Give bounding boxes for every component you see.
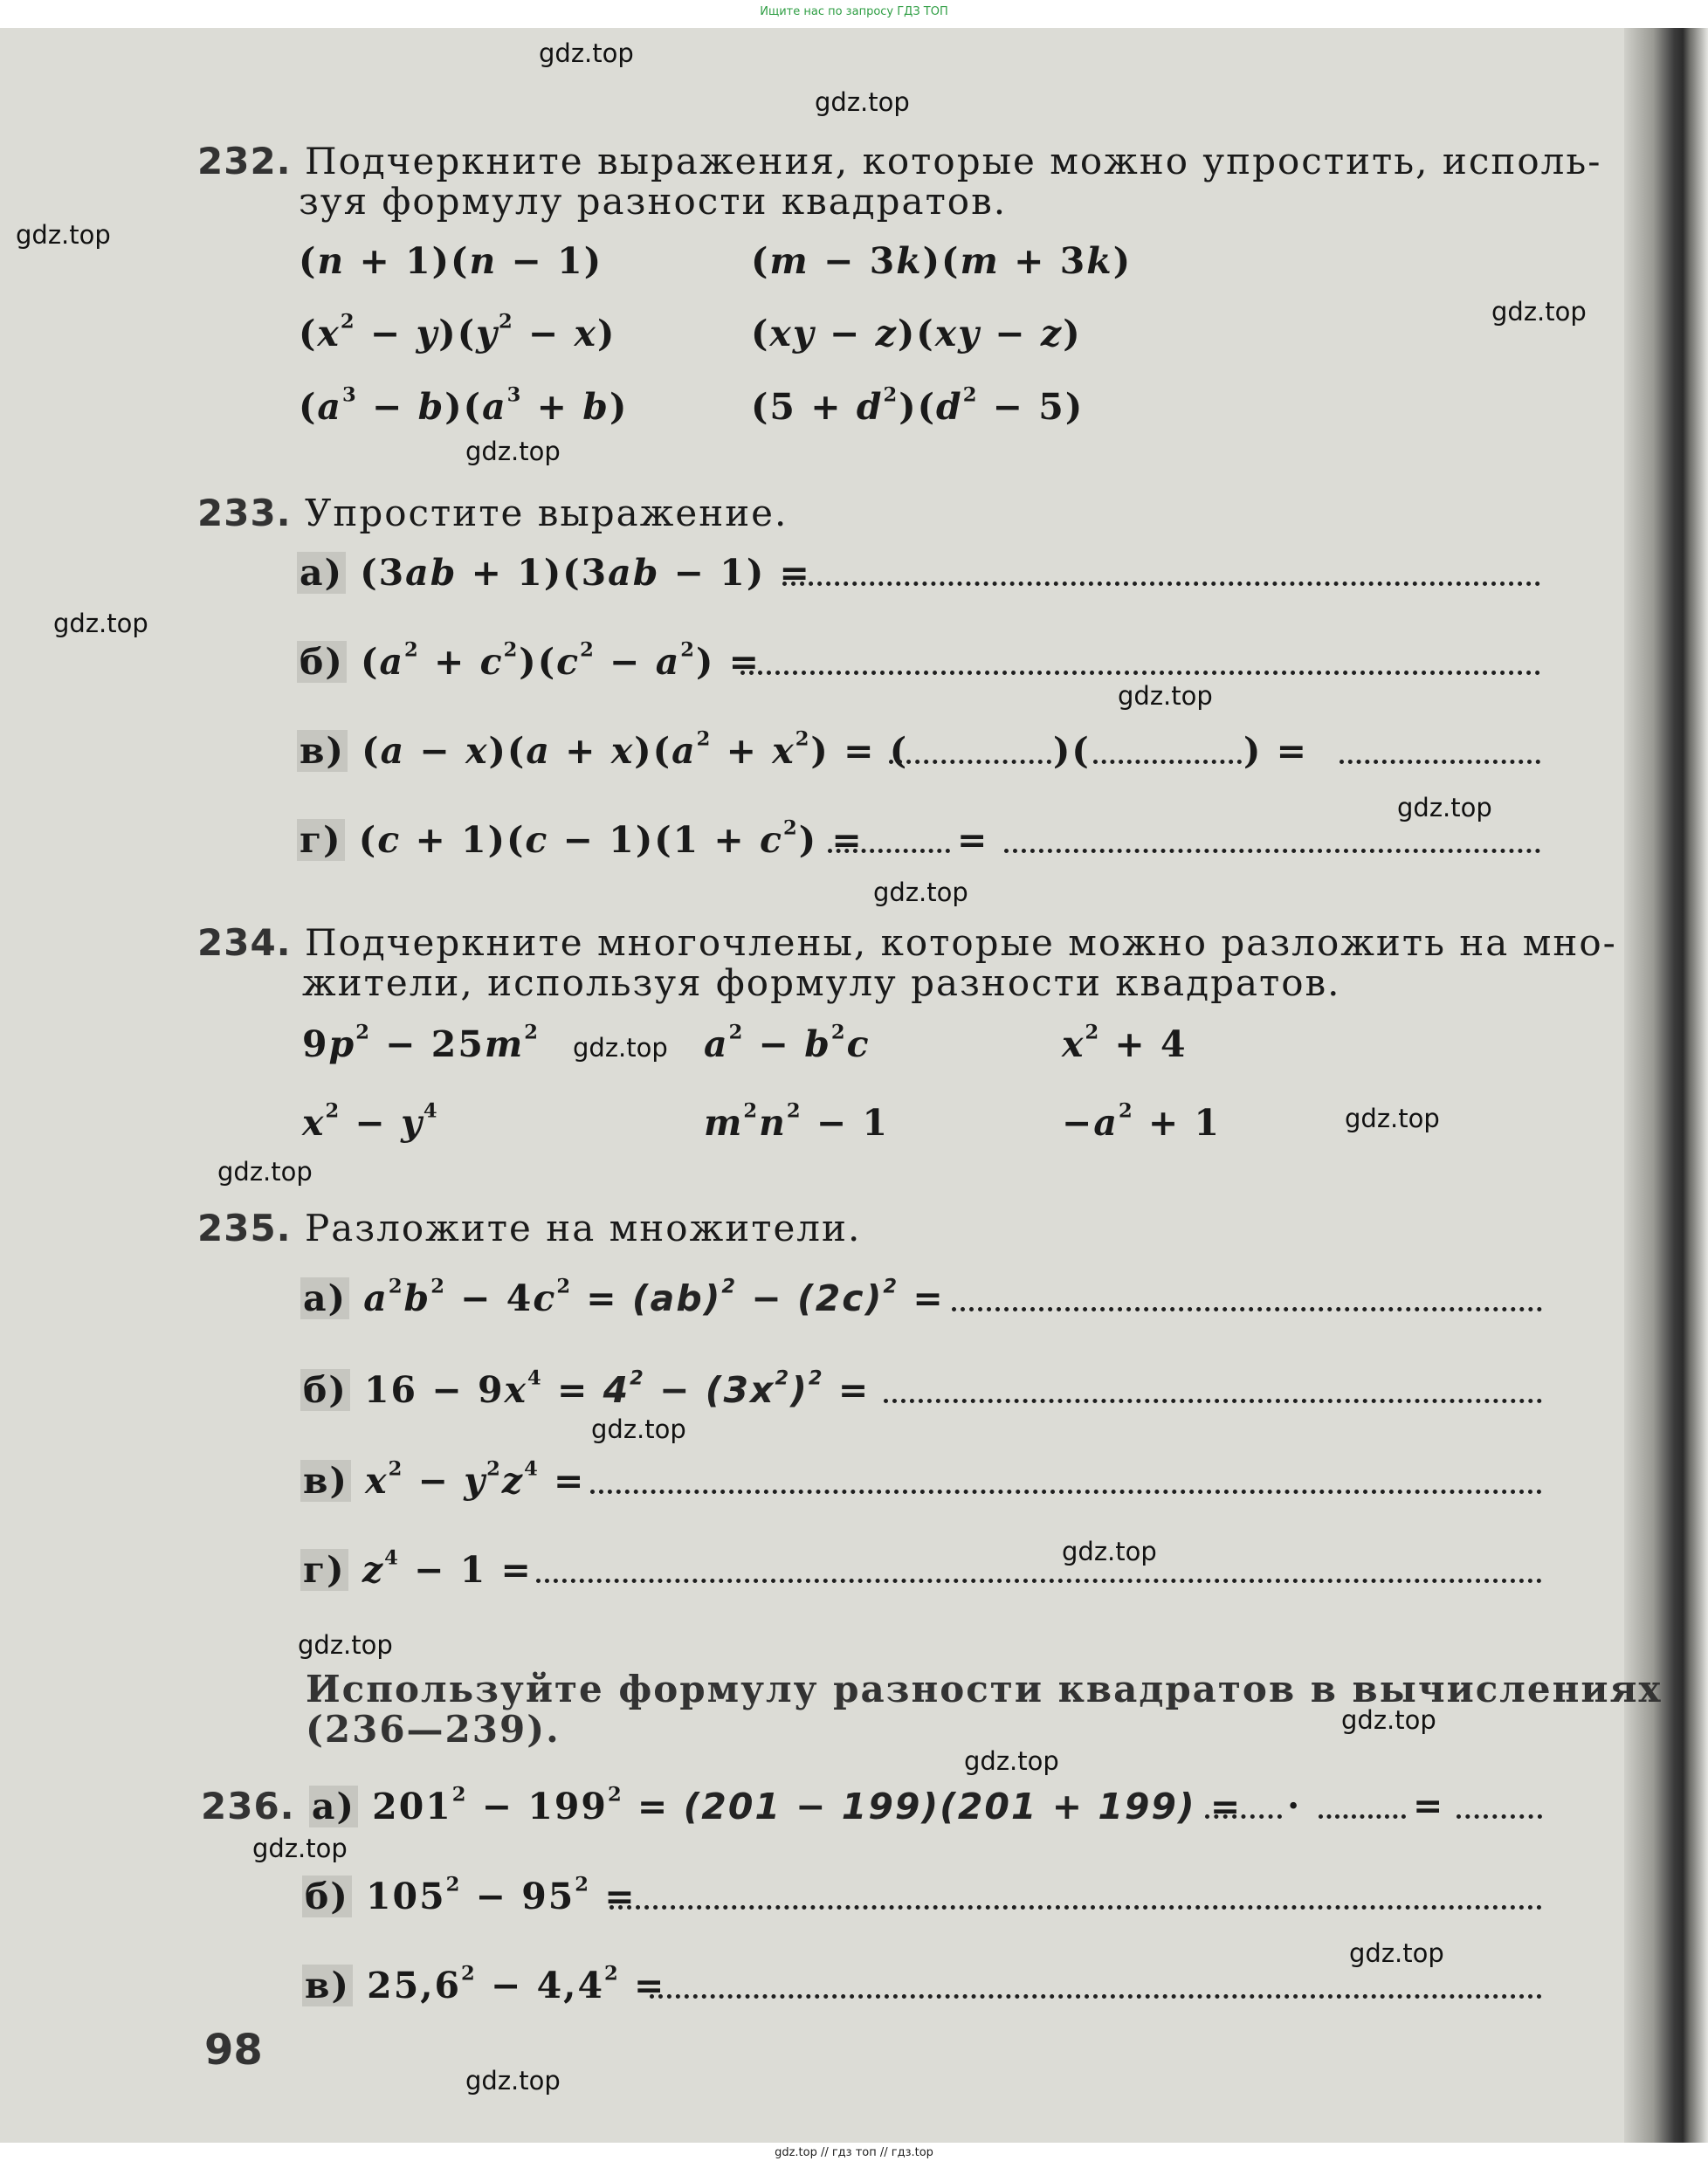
page-binding-shadow bbox=[1624, 28, 1708, 2143]
exercise-232-prompt-line1 bbox=[197, 140, 1601, 182]
handwritten-hint: (201 − 199)(201 + 199) bbox=[683, 1786, 1196, 1827]
watermark-text: gdz.top bbox=[53, 609, 148, 638]
answer-line[interactable] bbox=[610, 1905, 1542, 1910]
answer-line[interactable] bbox=[782, 582, 1540, 586]
prompt-text: Упростите выражение. bbox=[305, 492, 789, 534]
answer-line[interactable] bbox=[1004, 849, 1540, 853]
polynomial: $-a^2 + 1$ bbox=[1062, 1099, 1222, 1144]
item-label: г) bbox=[300, 1549, 348, 1591]
item-label: в) bbox=[302, 1965, 353, 2006]
watermark-text: gdz.top bbox=[1118, 681, 1213, 711]
watermark-text: gdz.top bbox=[1397, 793, 1492, 822]
item-label: в) bbox=[300, 1460, 351, 1502]
exercise-232-prompt-line2: зуя формулу разности квадратов. bbox=[299, 180, 1008, 223]
expression: $(a^3 - b)(a^3 + b)$ bbox=[299, 383, 629, 428]
item-label: а) bbox=[300, 1277, 349, 1319]
item-label: б) bbox=[300, 1369, 350, 1411]
multiply-dot: · bbox=[1287, 1785, 1302, 1827]
equals-sign: = bbox=[957, 819, 989, 861]
watermark-text: gdz.top bbox=[16, 220, 111, 250]
bracket-text: ) = bbox=[1243, 730, 1309, 772]
exercise-235-item-b: б) $16 - 9x^4 = 4^2 - (3x^2)^2$ = bbox=[300, 1369, 870, 1411]
exercise-233-item-b: б) $(a^2 + c^2)(c^2 - a^2)$ = bbox=[297, 641, 761, 683]
exercise-233-prompt bbox=[197, 492, 788, 534]
page-number: 98 bbox=[204, 2026, 263, 2075]
item-label: г) bbox=[297, 819, 345, 861]
exercise-236-item-v: в) $25,6^2 - 4,4^2$ = bbox=[302, 1965, 665, 2006]
watermark-text: gdz.top bbox=[1341, 1705, 1436, 1735]
watermark-text: gdz.top bbox=[217, 1157, 313, 1187]
watermark-text: gdz.top bbox=[539, 38, 634, 68]
bottom-banner[interactable]: gdz.top // гдз топ // гдз.top bbox=[775, 2146, 933, 2159]
item-label: б) bbox=[302, 1875, 352, 1917]
exercise-236-item-a: 236. а) $201^2 - 199^2 = (201 - 199)(201 + 199)$ = bbox=[201, 1783, 1243, 1827]
watermark-text: gdz.top bbox=[1345, 1104, 1440, 1133]
answer-blank[interactable] bbox=[1319, 1814, 1406, 1819]
exercise-235-item-v: в) $x^2 - y^2z^4$ = bbox=[300, 1460, 585, 1502]
expression: (m − 3k)(m + 3k) bbox=[751, 240, 1133, 282]
exercise-number: 234. bbox=[197, 921, 292, 964]
exercise-number: 236. bbox=[201, 1785, 295, 1827]
watermark-text: gdz.top bbox=[298, 1630, 393, 1660]
exercise-236-item-b: б) $105^2 - 95^2$ = bbox=[302, 1875, 637, 1917]
watermark-text: gdz.top bbox=[873, 878, 968, 907]
answer-blank[interactable] bbox=[1457, 1814, 1542, 1819]
prompt-text: Подчеркните выражения, которые можно упростить, исполь- bbox=[305, 140, 1602, 182]
expression: (n + 1)(n − 1) bbox=[299, 240, 603, 282]
watermark-text: gdz.top bbox=[573, 1033, 668, 1063]
answer-line[interactable] bbox=[590, 1490, 1542, 1494]
answer-blank[interactable] bbox=[828, 849, 950, 853]
polynomial: $x^2 + 4$ bbox=[1062, 1021, 1188, 1065]
watermark-text: gdz.top bbox=[1349, 1938, 1444, 1968]
expression: $(5 + d^2)(d^2 - 5)$ bbox=[751, 383, 1085, 428]
handwritten-hint: $(ab)^2 - (2c)^2$ bbox=[631, 1275, 899, 1319]
answer-line[interactable] bbox=[650, 1994, 1542, 1999]
watermark-text: gdz.top bbox=[1062, 1537, 1157, 1566]
answer-blank[interactable] bbox=[1205, 1814, 1282, 1819]
exercise-235-prompt bbox=[197, 1207, 861, 1249]
watermark-text: gdz.top bbox=[1491, 297, 1587, 327]
polynomial: $9p^2 - 25m^2$ bbox=[302, 1021, 540, 1065]
watermark-text: gdz.top bbox=[815, 87, 910, 117]
polynomial: $a^2 - b^2c$ bbox=[704, 1021, 871, 1065]
answer-blank[interactable] bbox=[1093, 760, 1242, 764]
prompt-text: Подчеркните многочлены, которые можно разложить на мно- bbox=[305, 921, 1617, 964]
exercise-234-prompt-line1 bbox=[197, 921, 1617, 964]
exercise-number: 235. bbox=[197, 1207, 292, 1249]
expression: $(x^2 - y)(y^2 - x)$ bbox=[299, 310, 616, 354]
answer-line[interactable] bbox=[884, 1399, 1542, 1403]
exercise-233-item-v: в) $(a - x)(a + x)(a^2 + x^2)$ = ( bbox=[297, 730, 908, 772]
item-label: в) bbox=[297, 730, 348, 772]
top-banner[interactable]: Ищите нас по запросу ГДЗ ТОП bbox=[760, 5, 948, 18]
expression: (xy − z)(xy − z) bbox=[751, 313, 1082, 354]
polynomial: $m^2n^2 - 1$ bbox=[704, 1099, 890, 1144]
item-label: а) bbox=[309, 1786, 358, 1827]
prompt-text: Разложите на множители. bbox=[305, 1207, 862, 1249]
exercise-number: 232. bbox=[197, 140, 292, 182]
exercise-233-item-g: г) $(c + 1)(c - 1)(1 + c^2)$ = bbox=[297, 819, 864, 861]
item-label: б) bbox=[297, 641, 347, 683]
answer-line[interactable] bbox=[740, 671, 1540, 675]
answer-line[interactable] bbox=[536, 1579, 1542, 1583]
item-label: а) bbox=[297, 552, 346, 594]
instruction-line1: Используйте формулу разности квадратов в вычислениях bbox=[306, 1668, 1663, 1710]
handwritten-hint: $4^2 - (3x^2)^2$ bbox=[603, 1366, 824, 1411]
exercise-235-item-a: а) $a^2b^2 - 4c^2 = (ab)^2 - (2c)^2$ = bbox=[300, 1277, 945, 1319]
watermark-text: gdz.top bbox=[465, 2066, 561, 2096]
exercise-235-item-g: г) $z^4 - 1$ = bbox=[300, 1549, 533, 1591]
bracket-text: )( bbox=[1053, 730, 1091, 772]
watermark-text: gdz.top bbox=[964, 1746, 1059, 1776]
instruction-line2: (236—239). bbox=[306, 1708, 561, 1751]
watermark-text: gdz.top bbox=[465, 437, 561, 466]
watermark-text: gdz.top bbox=[252, 1834, 348, 1863]
exercise-233-item-a: а) (3ab + 1)(3ab − 1) = bbox=[297, 552, 811, 594]
answer-blank[interactable] bbox=[889, 760, 1051, 764]
answer-line[interactable] bbox=[1340, 760, 1540, 764]
polynomial: $x^2 - y^4$ bbox=[302, 1099, 439, 1144]
exercise-number: 233. bbox=[197, 492, 292, 534]
equals-sign: = bbox=[1413, 1785, 1445, 1827]
answer-line[interactable] bbox=[952, 1307, 1542, 1311]
exercise-234-prompt-line2: жители, используя формулу разности квадратов. bbox=[302, 961, 1341, 1004]
watermark-text: gdz.top bbox=[591, 1414, 686, 1444]
